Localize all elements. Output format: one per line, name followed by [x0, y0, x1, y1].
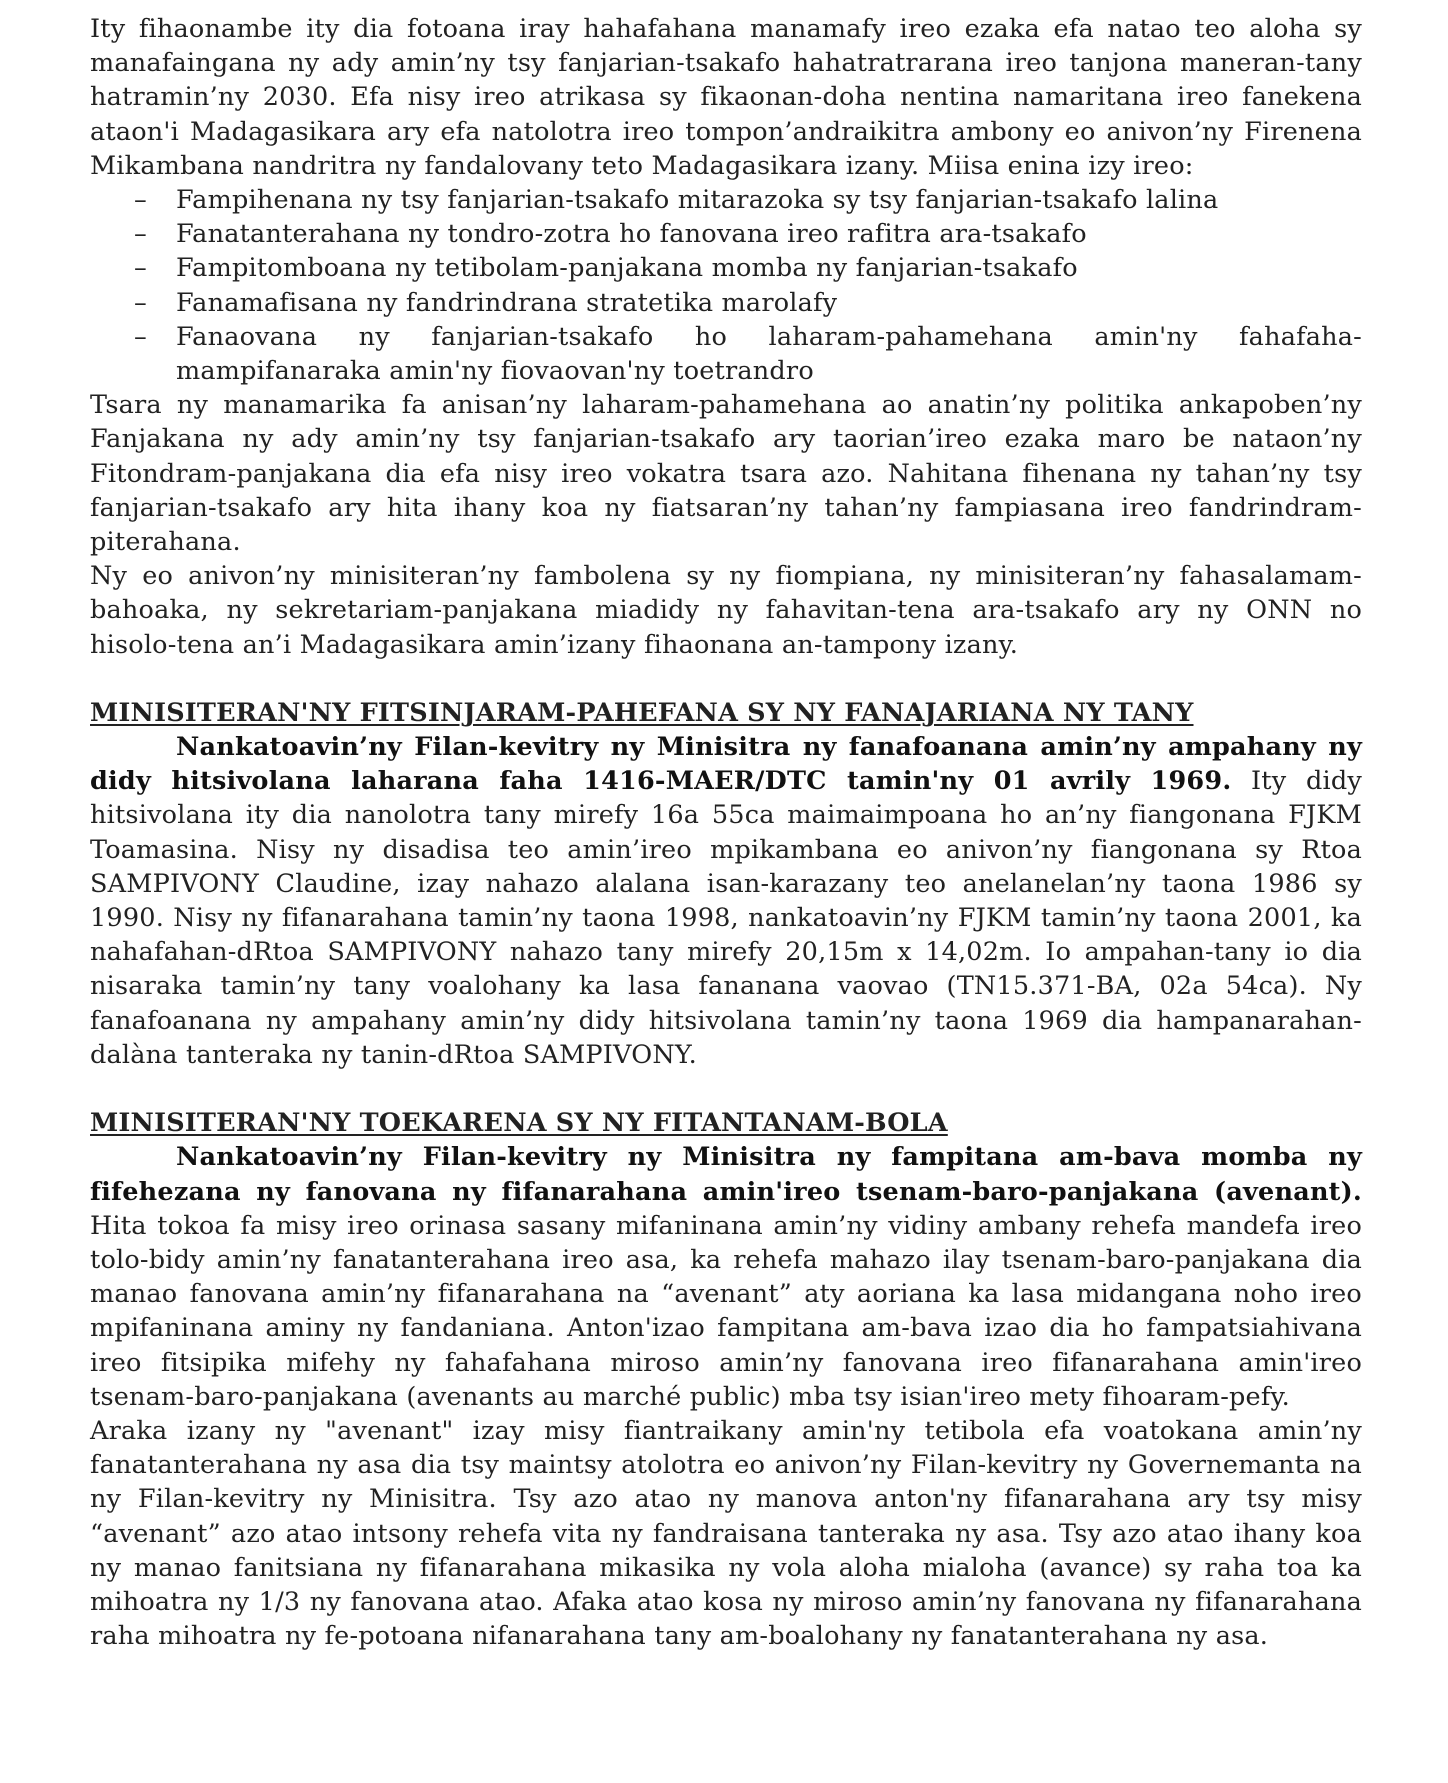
section-economy-paragraph-2: Araka izany ny "avenant" izay misy fiantraikany amin'ny tetibola efa voatokana amin’ny fanatanterahana ny asa dia tsy maintsy atolotra eo anivon’ny Filan-kevitry ny Governemanta na ny Filan-kevitry ny Minisitra. Tsy azo atao ny manova anton'ny fifanarahana ary tsy misy “avenant” azo atao intsony rehefa vita ny fandraisana tanteraka ny asa. Tsy azo atao ihany koa ny manao fanitsiana ny fifanarahana mikasika ny vola aloha mialoha (avance) sy raha toa ka mihoatra ny 1/3 ny fanovana atao. Afaka atao kosa ny miroso amin’ny fanovana ny fifanarahana raha mihoatra ny fe-potoana nifanarahana tany am-boalohany ny fanatanterahana ny asa.	[90, 1415, 1362, 1652]
list-item-text: Fampitomboana ny tetibolam-panjakana momba ny fanjarian-tsakafo	[176, 253, 1078, 284]
section-economy-paragraph	[90, 1140, 1362, 1414]
intro-paragraph: Ity fihaonambe ity dia fotoana iray hahafahana manamafy ireo ezaka efa natao teo aloha sy manafaingana ny ady amin’ny tsy fanjarian-tsakafo hahatratrarana ireo tanjona maneran-tany hatramin’ny 2030. Efa nisy ireo atrikasa sy fikaonan-doha nentina namaritana ireo fanekena ataon'i Madagasikara ary efa natolotra ireo tompon’andraikitra ambony eo anivon’ny Firenena Mikambana nandritra ny fandalovany teto Madagasikara izany. Miisa enina izy ireo:	[90, 14, 1362, 181]
section-heading-land: MINISITERAN'NY FITSINJARAM-PAHEFANA SY NY FANAJARIANA NY TANY	[90, 697, 1194, 728]
intro-paragraph-3: Ny eo anivon’ny minisiteran’ny fambolena sy ny fiompiana, ny minisiteran’ny fahasalamam-bahoaka, ny sekretariam-panjakana miadidy ny fahavitan-tena ara-tsakafo ary ny ONN no hisolo-tena an’i Madagasikara amin’izany fihaonana an-tampony izany.	[90, 561, 1362, 660]
dash-bullet: –	[134, 219, 147, 250]
commitments-list	[90, 183, 1362, 388]
list-item-text: Fanamafisana ny fandrindrana stratetika marolafy	[176, 287, 838, 318]
dash-bullet: –	[134, 321, 147, 352]
section-heading-economy: MINISITERAN'NY TOEKARENA SY NY FITANTANAM-BOLA	[90, 1108, 948, 1139]
list-item	[90, 217, 1362, 251]
section-economy-lead: Nankatoavin’ny Filan-kevitry ny Minisitra ny fampitana am-bava momba ny fifehezana ny fanovana ny fifanarahana amin'ireo tsenam-baro-panjakana (avenant).	[90, 1142, 1362, 1207]
section-land-body: Ity didy hitsivolana ity dia nanolotra tany mirefy 16a 55ca maimaimpoana ho an’ny fiangonana FJKM Toamasina. Nisy ny disadisa teo amin’ireo mpikambana eo anivon’ny fiangonana sy Rtoa SAMPIVONY Claudine, izay nahazo alalana isan-karazany teo anelanelan’ny taona 1986 sy 1990. Nisy ny fifanarahana tamin’ny taona 1998, nankatoavin’ny FJKM tamin’ny taona 2001, ka nahafahan-dRtoa SAMPIVONY nahazo tany mirefy 20,15m x 14,02m. Io ampahan-tany io dia nisaraka tamin’ny tany voalohany ka lasa fananana vaovao (TN15.371-BA, 02a 54ca). Ny fanafoanana ny ampahany amin’ny didy hitsivolana tamin’ny taona 1969 dia hampanarahan-dalàna tanteraka ny tanin-dRtoa SAMPIVONY.	[90, 766, 1362, 1070]
dash-bullet: –	[134, 287, 147, 318]
intro-paragraph-2: Tsara ny manamarika fa anisan’ny laharam-pahamehana ao anatin’ny politika ankapoben’ny Fanjakana ny ady amin’ny tsy fanjarian-tsakafo ary taorian’ireo ezaka maro be nataon’ny Fitondram-panjakana dia efa nisy ireo vokatra tsara azo. Nahitana fihenana ny tahan’ny tsy fanjarian-tsakafo ary hita ihany koa ny fiatsaran’ny tahan’ny fampiasana ireo fandrindram-piterahana.	[90, 390, 1362, 558]
section-spacer	[90, 662, 1362, 696]
list-item	[90, 286, 1362, 320]
section-land-paragraph	[90, 730, 1362, 1072]
list-item-text: Fanaovana ny fanjarian-tsakafo ho laharam-pahamehana amin'ny fahafaha-mampifanaraka amin'ny fiovaovan'ny toetrandro	[176, 321, 1362, 387]
dash-bullet: –	[134, 253, 147, 284]
list-item	[90, 183, 1362, 217]
document-page	[90, 12, 1362, 1653]
list-item	[90, 251, 1362, 285]
list-item-text: Fampihenana ny tsy fanjarian-tsakafo mitarazoka sy tsy fanjarian-tsakafo lalina	[176, 185, 1219, 216]
list-item-text: Fanatanterahana ny tondro-zotra ho fanovana ireo rafitra ara-tsakafo	[176, 219, 1087, 250]
dash-bullet: –	[134, 185, 147, 216]
list-item	[90, 320, 1362, 388]
section-spacer	[90, 1072, 1362, 1106]
section-land-lead: Nankatoavin’ny Filan-kevitry ny Minisitra ny fanafoanana amin’ny ampahany ny didy hitsivolana laharana faha 1416-MAER/DTC tamin'ny 01 avrily 1969.	[90, 732, 1362, 797]
section-economy-body: Hita tokoa fa misy ireo orinasa sasany mifaninana amin’ny vidiny ambany rehefa mandefa ireo tolo-bidy amin’ny fanatanterahana ireo asa, ka rehefa mahazo ilay tsenam-baro-panjakana dia manao fanovana amin’ny fifanarahana na “avenant” aty aoriana ka lasa midangana noho ireo mpifaninana aminy ny fandaniana. Anton'izao fampitana am-bava izao dia ho fampatsiahivana ireo fitsipika mifehy ny fahafahana miroso amin’ny fanovana ireo fifanarahana amin'ireo tsenam-baro-panjakana (avenants au marché public) mba tsy isian'ireo mety fihoaram-pefy.	[90, 1210, 1362, 1412]
